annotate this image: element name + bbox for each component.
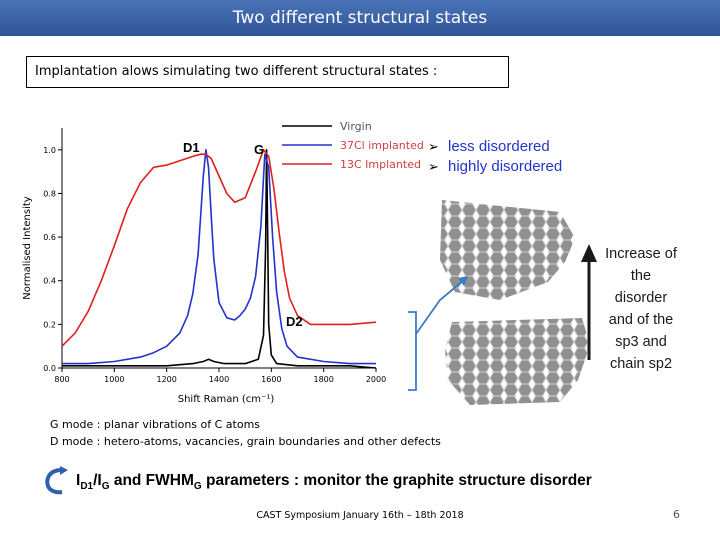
y-tick-label: 0.8 xyxy=(43,189,56,199)
graphite-structure-illustration xyxy=(440,200,590,405)
g-mode-text: G mode : planar vibrations of C atoms xyxy=(50,418,261,431)
x-axis-label: Shift Raman (cm⁻¹) xyxy=(177,394,275,405)
monitor-part: I xyxy=(76,472,81,489)
legend-label: 13C Implanted xyxy=(340,158,421,171)
monitor-part: parameters : monitor the graphite structure disorder xyxy=(201,472,592,489)
chart-lines xyxy=(62,150,376,368)
side-line: Increase of xyxy=(605,246,677,262)
monitor-part: /I xyxy=(93,472,102,489)
monitor-part: G xyxy=(193,481,202,493)
monitor-statement xyxy=(76,472,592,492)
side-line: and of the xyxy=(608,312,674,328)
d-mode-text: D mode : hetero-atoms, vacancies, grain boundaries and other defects xyxy=(50,435,441,448)
description-less: less disordered xyxy=(448,138,550,155)
peak-label-g: G xyxy=(254,142,265,157)
mode-definitions xyxy=(50,416,441,450)
x-tick-label: 1400 xyxy=(208,375,230,384)
monitor-part: G xyxy=(101,481,110,493)
y-tick-label: 0.6 xyxy=(43,233,56,243)
footer-text: CAST Symposium January 16th – 18th 2018 xyxy=(256,510,464,521)
chart-legend xyxy=(282,120,424,171)
intro-box: Implantation alows simulating two different structural states : xyxy=(26,56,509,88)
description-list xyxy=(428,138,562,175)
y-tick-label: 0.2 xyxy=(43,320,56,330)
peak-label-d1-text: D1 xyxy=(183,140,200,155)
x-ticks xyxy=(54,368,386,384)
side-line: chain sp2 xyxy=(609,356,673,372)
bullet-arrow-icon: ➢ xyxy=(428,140,439,155)
raman-chart xyxy=(0,100,720,418)
series-line xyxy=(62,150,376,364)
peak-label-d2: D2 xyxy=(286,314,303,329)
side-line: sp3 and xyxy=(615,334,667,350)
y-axis-label: Normalised Intensity xyxy=(22,196,33,300)
x-tick-label: 2000 xyxy=(365,375,387,384)
side-line: disorder xyxy=(614,290,668,306)
x-tick-label: 800 xyxy=(54,375,70,384)
x-tick-label: 1600 xyxy=(261,375,282,384)
bullet-arrow-icon: ➢ xyxy=(428,160,439,175)
y-tick-label: 0.0 xyxy=(43,364,56,373)
x-tick-label: 1200 xyxy=(156,375,177,384)
legend-label: 37Cl implanted xyxy=(340,139,424,152)
y-tick-label: 0.4 xyxy=(43,276,56,286)
disorder-description xyxy=(605,246,678,372)
curved-arrow-icon xyxy=(42,466,68,496)
monitor-part: and FWHM xyxy=(109,472,194,489)
monitor-part: D1 xyxy=(80,481,94,493)
x-tick-label: 1000 xyxy=(104,375,125,384)
x-tick-label: 1800 xyxy=(313,375,334,384)
description-highly: highly disordered xyxy=(448,158,563,175)
side-line: the xyxy=(630,268,652,284)
peak-label-d1 xyxy=(183,140,200,155)
y-tick-label: 1.0 xyxy=(43,145,56,155)
slide-title: Two different structural states xyxy=(0,0,720,36)
y-ticks xyxy=(43,146,62,373)
page-number: 6 xyxy=(673,508,680,521)
series-line xyxy=(62,150,376,346)
legend-label: Virgin xyxy=(340,120,372,133)
